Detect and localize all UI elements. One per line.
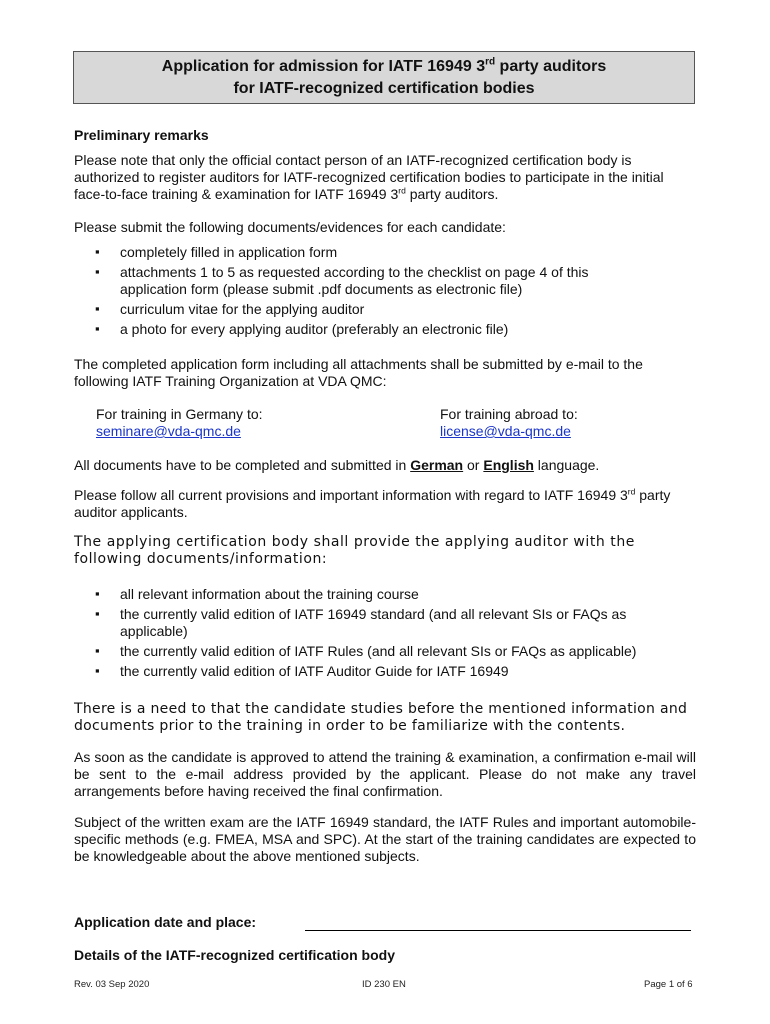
submit-intro: Please submit the following documents/evidences for each candidate: <box>74 219 506 235</box>
title-line-2: for IATF-recognized certification bodies <box>233 80 535 97</box>
list-item: ▪ curriculum vitae for the applying auditor <box>74 301 696 318</box>
list-item: ▪ the currently valid edition of IATF Rules (and all relevant SIs or FAQs as applicable) <box>74 643 696 660</box>
completed-paragraph: The completed application form including all attachments shall be submitted by e-mail to the following IATF Training Organization at VDA QMC: <box>74 356 643 389</box>
document-title <box>73 51 695 104</box>
contact-germany <box>96 406 263 440</box>
list-item: ▪ attachments 1 to 5 as requested according to the checklist on page 4 of this application form (please submit .pdf documents as electronic file) <box>74 264 696 298</box>
contact-abroad <box>440 406 578 440</box>
preliminary-paragraph: Please note that only the official contact person of an IATF-recognized certification body is authorized to register auditors for IATF-recognized certification bodies to participate in the initial face-to-face training & examination for IATF 16949 3rd party auditors. <box>74 152 664 202</box>
list-item: ▪ all relevant information about the training course <box>74 586 696 603</box>
submit-list <box>74 244 696 341</box>
list-item: ▪ completely filled in application form <box>74 244 696 261</box>
need-paragraph: There is a need to that the candidate studies before the mentioned information and documents prior to the training in order to be familiarize with the contents. <box>74 701 688 734</box>
list-item: ▪ the currently valid edition of IATF Auditor Guide for IATF 16949 <box>74 663 696 680</box>
abroad-email-link[interactable]: license@vda-qmc.de <box>440 423 571 439</box>
german-emphasis: German <box>410 457 464 473</box>
cb-provide-intro: The applying certification body shall provide the applying auditor with the following documents/information: <box>74 534 635 567</box>
footer-document-id: ID 230 EN <box>362 979 406 990</box>
footer-page-number: Page 1 of 6 <box>644 979 693 990</box>
contact-abroad-label: For training abroad to: <box>440 406 578 422</box>
preliminary-heading: Preliminary remarks <box>74 127 209 143</box>
cb-provide-list <box>74 586 696 683</box>
application-date-line[interactable] <box>305 930 691 931</box>
title-line-1: Application for admission for IATF 16949 3rd party auditors <box>161 56 607 75</box>
list-item: ▪ the currently valid edition of IATF 16949 standard (and all relevant SIs or FAQs as applicable) <box>74 606 696 640</box>
germany-email-link[interactable]: seminare@vda-qmc.de <box>96 423 241 439</box>
application-date-label: Application date and place: <box>74 914 257 930</box>
list-item: ▪ a photo for every applying auditor (preferably an electronic file) <box>74 321 696 338</box>
subject-paragraph: Subject of the written exam are the IATF 16949 standard, the IATF Rules and important automobile-specific methods (e.g. FMEA, MSA and SPC). At the start of the training candidates are expected to be knowledgeable about the above mentioned subjects. <box>74 814 696 864</box>
details-heading: Details of the IATF-recognized certification body <box>74 947 395 963</box>
contact-germany-label: For training in Germany to: <box>96 406 263 422</box>
english-emphasis: English <box>483 457 534 473</box>
footer-revision: Rev. 03 Sep 2020 <box>74 979 150 990</box>
approved-paragraph: As soon as the candidate is approved to attend the training & examination, a confirmation e-mail will be sent to the e-mail address provided by the applicant. Please do not make any travel arrangements before having received the final confirmation. <box>74 749 696 799</box>
language-paragraph: All documents have to be completed and submitted in German or English language. <box>74 457 600 473</box>
provisions-paragraph: Please follow all current provisions and important information with regard to IATF 16949 3rd party auditor applicants. <box>74 486 671 520</box>
